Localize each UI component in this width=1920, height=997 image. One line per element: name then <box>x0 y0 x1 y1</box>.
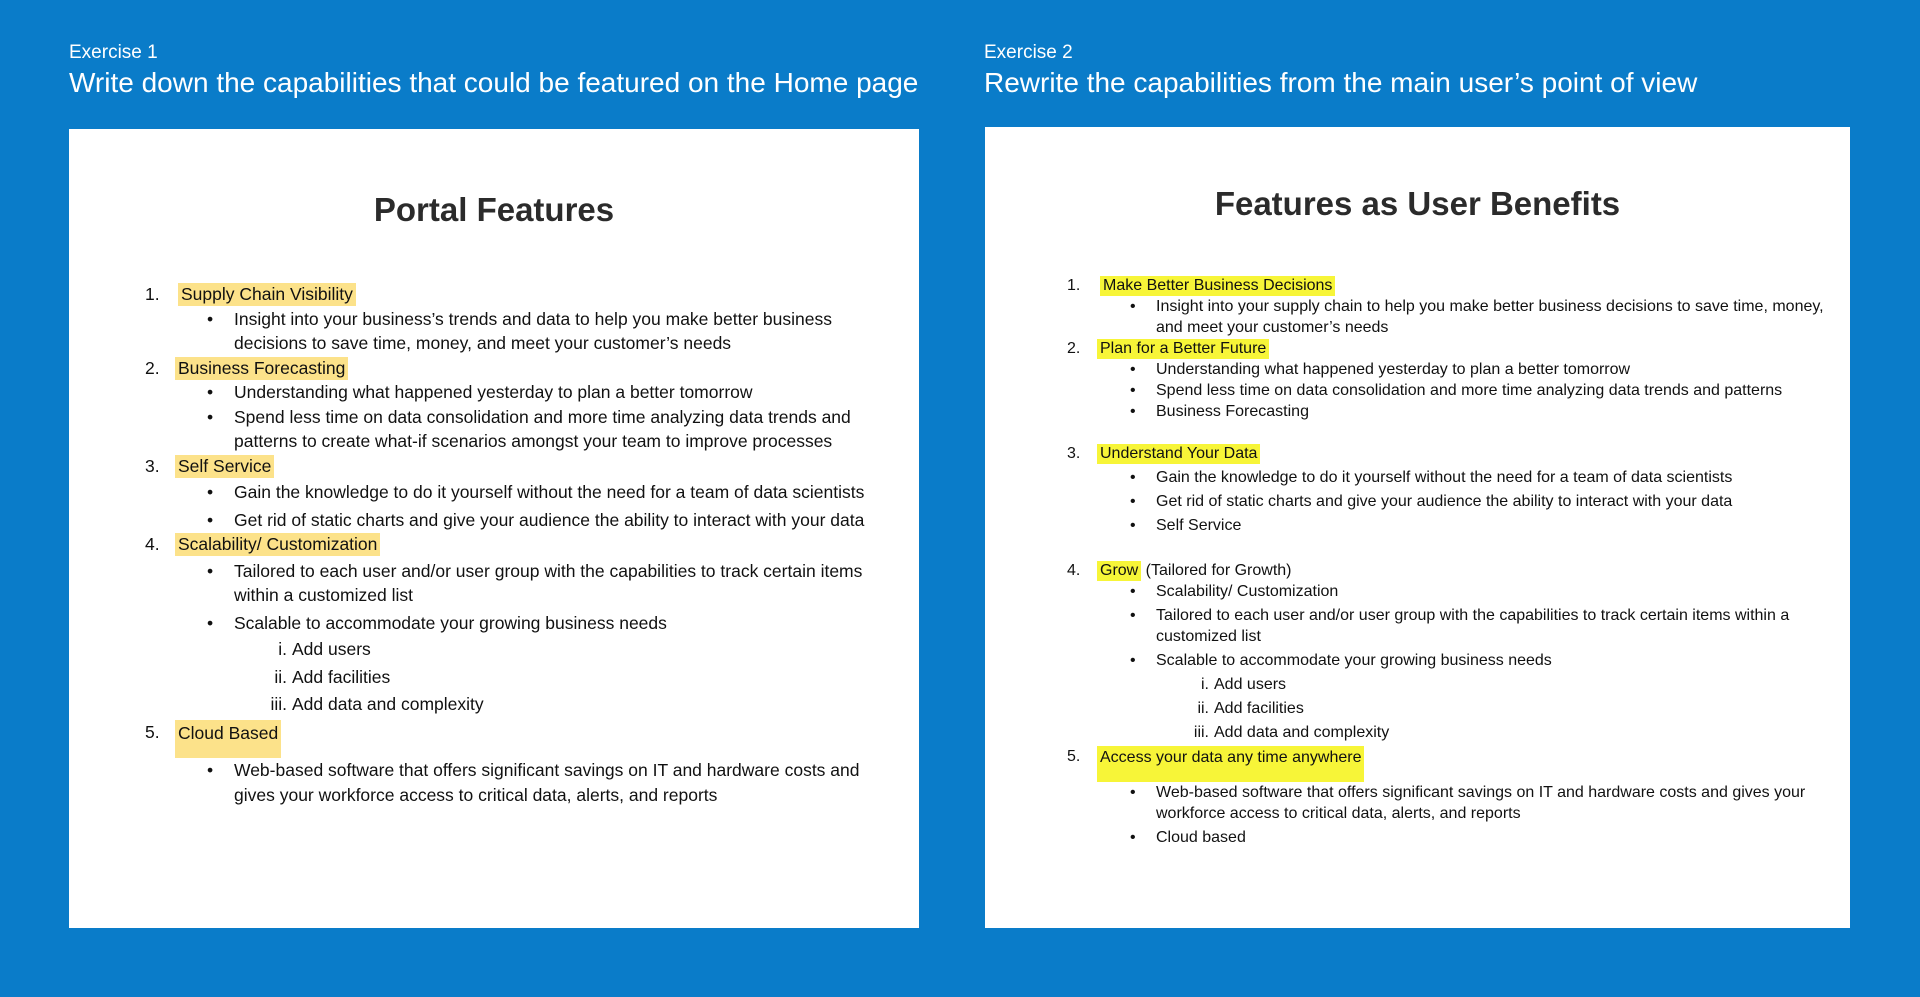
bullet-item: • Get rid of static charts and give your audience the ability to interact with your data <box>1130 493 1733 510</box>
list-item <box>1067 443 1827 536</box>
bullet-item: • Business Forecasting <box>1130 403 1309 420</box>
bullet-item: • Get rid of static charts and give your audience the ability to interact with your data <box>207 509 865 530</box>
bullet-item: • Scalability/ Customization <box>1130 583 1339 600</box>
item-number: 5. <box>1067 748 1081 765</box>
bullet-item: • Insight into your supply chain to help you make better business decisions to save time, money, and meet your customer’s needs <box>1130 298 1824 336</box>
item-heading: Plan for a Better Future <box>1097 339 1269 359</box>
item-number: 2. <box>1067 340 1081 357</box>
bullet-item: • Gain the knowledge to do it yourself without the need for a team of data scientists <box>207 482 865 502</box>
item-heading: Scalability/ Customization <box>175 533 380 556</box>
benefit-list <box>1067 275 1827 848</box>
list-item <box>145 282 885 356</box>
bullet-item: • Understanding what happened yesterday to plan a better tomorrow <box>207 382 753 402</box>
item-number: 4. <box>145 534 160 554</box>
sub-item: ii. Add facilities <box>1197 700 1304 717</box>
bullet-item: • Spend less time on data consolidation and more time analyzing data trends and patterns to create what-if scenarios amongst your team to improve processes <box>207 406 851 451</box>
item-heading: Cloud Based <box>175 720 281 759</box>
bullet-item: • Scalable to accommodate your growing business needs <box>207 612 667 633</box>
bullet-item: • Web-based software that offers significant savings on IT and hardware costs and gives your workforce access to critical data, alerts, and reports <box>207 760 860 805</box>
document-title: Features as User Benefits <box>1214 185 1621 222</box>
bullet-item: • Tailored to each user and/or user group with the capabilities to track certain items within a customized list <box>1130 607 1790 645</box>
bullet-item: • Tailored to each user and/or user group with the capabilities to track certain items within a customized list <box>207 560 863 605</box>
item-number: 1. <box>1067 277 1081 294</box>
item-heading: Self Service <box>175 455 274 478</box>
bullet-item: • Spend less time on data consolidation and more time analyzing data trends and patterns <box>1130 382 1783 399</box>
exercise-2-title: Rewrite the capabilities from the main user’s point of view <box>984 67 1698 98</box>
sub-item: ii. Add facilities <box>274 666 391 687</box>
item-number: 5. <box>145 721 160 742</box>
sub-item: iii. Add data and complexity <box>270 694 484 714</box>
sub-item: iii. Add data and complexity <box>1193 724 1390 741</box>
sub-item: i. Add users <box>1201 676 1287 693</box>
item-heading: Access your data any time anywhere <box>1097 746 1364 782</box>
bullet-item: • Scalable to accommodate your growing business needs <box>1130 652 1552 669</box>
feature-list <box>145 282 885 807</box>
item-number: 1. <box>145 284 160 304</box>
item-heading: Business Forecasting <box>175 357 348 380</box>
bullet-item: • Self Service <box>1130 517 1242 534</box>
item-number: 2. <box>145 357 160 378</box>
item-number: 3. <box>1067 445 1081 462</box>
user-benefits-document <box>985 127 1850 928</box>
list-item <box>1067 275 1827 338</box>
list-item <box>1067 338 1827 422</box>
list-item <box>145 356 885 454</box>
exercise-2-label: Exercise 2 <box>984 42 1073 63</box>
list-item <box>1067 746 1827 848</box>
sub-item: i. Add users <box>278 639 371 659</box>
item-heading: Make Better Business Decisions <box>1100 276 1335 296</box>
list-item <box>145 532 885 717</box>
document-title: Portal Features <box>373 191 615 228</box>
item-heading: Supply Chain Visibility <box>178 283 356 306</box>
item-number: 3. <box>145 455 160 476</box>
item-heading: Grow <box>1097 561 1141 581</box>
bullet-item: • Understanding what happened yesterday to plan a better tomorrow <box>1130 361 1631 378</box>
item-number: 4. <box>1067 562 1081 579</box>
list-item <box>1067 560 1827 743</box>
item-heading-suffix: (Tailored for Growth) <box>1141 562 1292 579</box>
list-item <box>145 720 885 808</box>
bullet-item: • Insight into your business’s trends and data to help you make better business decisions to save time, money, and meet your customer’s needs <box>207 308 832 353</box>
exercise-1-label: Exercise 1 <box>69 42 158 63</box>
item-heading: Understand Your Data <box>1097 444 1260 464</box>
bullet-item: • Cloud based <box>1130 829 1246 846</box>
bullet-item: • Gain the knowledge to do it yourself without the need for a team of data scientists <box>1130 469 1733 486</box>
bullet-item: • Web-based software that offers significant savings on IT and hardware costs and gives your workforce access to critical data, alerts, and reports <box>1130 784 1806 822</box>
list-item <box>145 454 885 533</box>
portal-features-document <box>69 129 919 928</box>
exercise-1-title: Write down the capabilities that could be featured on the Home page <box>69 67 919 98</box>
